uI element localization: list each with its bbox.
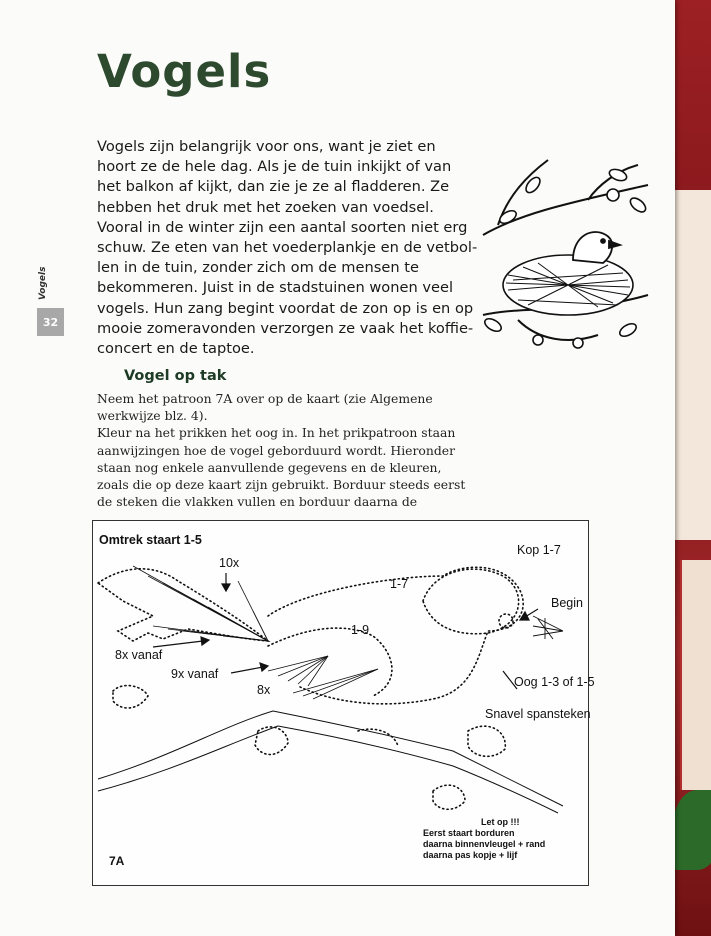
pattern-note [423, 817, 545, 861]
label-oog: Oog 1-3 of 1-5 [514, 675, 595, 689]
embroidery-pattern-7A [92, 520, 595, 886]
label-1-7: 1-7 [390, 577, 409, 591]
pattern-id: 7A [109, 854, 125, 868]
label-omtrek-staart: Omtrek staart 1-5 [99, 533, 202, 547]
note-line: daarna pas kopje + lijf [423, 850, 518, 860]
label-10x: 10x [219, 556, 240, 570]
intro-line: vogels. Hun zang begint voordat de zon op is en op [97, 299, 474, 317]
instruction-line: zoals die op deze kaart zijn gebruikt. Borduur steeds eerst [97, 477, 466, 493]
note-line: Eerst staart borduren [423, 828, 515, 838]
background-card-lower [680, 560, 711, 790]
label-snavel: Snavel spansteken [485, 707, 591, 721]
instruction-line: staan nog enkele aanvullende gegevens en de kleuren, [97, 459, 442, 475]
intro-line: mooie zomeravonden verzorgen ze vaak het koffie- [97, 319, 474, 337]
intro-line: Vooral in de winter zijn een aantal soorten niet erg [97, 218, 468, 236]
note-line: daarna binnenvleugel + rand [423, 839, 546, 849]
instruction-line: Neem het patroon 7A over op de kaart (zie Algemene [97, 391, 433, 406]
section-heading: Vogel op tak [124, 368, 227, 384]
intro-paragraph [97, 137, 478, 359]
intro-line: len in de tuin, zonder zich om de mensen te [97, 259, 419, 277]
instructions-paragraph [97, 390, 477, 510]
page-title: Vogels [97, 45, 272, 98]
label-8x: 8x [257, 683, 271, 697]
label-9x-vanaf: 9x vanaf [171, 667, 219, 681]
intro-line: concert en de taptoe. [97, 340, 255, 358]
label-1-9: 1-9 [351, 623, 370, 637]
label-begin: Begin [551, 596, 583, 610]
note-line: Let op !!! [481, 817, 520, 827]
intro-line: hebben het druk met het zoeken van voedsel. [97, 198, 434, 216]
intro-line: bekommeren. Juist in de stadstuinen wonen veel [97, 279, 454, 297]
side-section-label: Vogels [38, 266, 48, 300]
instruction-line: aanwijzingen hoe de vogel geborduurd wordt. Hieronder [97, 442, 456, 458]
intro-line: hoort ze de hele dag. Als je de tuin inkijkt of van [97, 158, 452, 176]
instruction-line: Kleur na het prikken het oog in. In het prikpatroon staan [97, 425, 456, 441]
page-number-badge: 32 [37, 308, 64, 336]
instruction-line: de steken die vlakken vullen en borduur daarna de [97, 494, 418, 510]
label-8x-vanaf: 8x vanaf [115, 648, 163, 662]
instruction-line: werkwijze blz. 4). [97, 408, 208, 424]
intro-line: Vogels zijn belangrijk voor ons, want je ziet en [97, 138, 436, 155]
intro-line: schuw. Ze eten van het voederplankje en de vetbol- [97, 239, 478, 257]
label-kop: Kop 1-7 [517, 543, 561, 557]
bird-nest-illustration [478, 155, 653, 355]
intro-line: het balkon af kijkt, dan zie je ze al fladderen. Ze [97, 178, 450, 196]
background-card [672, 190, 711, 540]
background-leaf [672, 790, 711, 870]
